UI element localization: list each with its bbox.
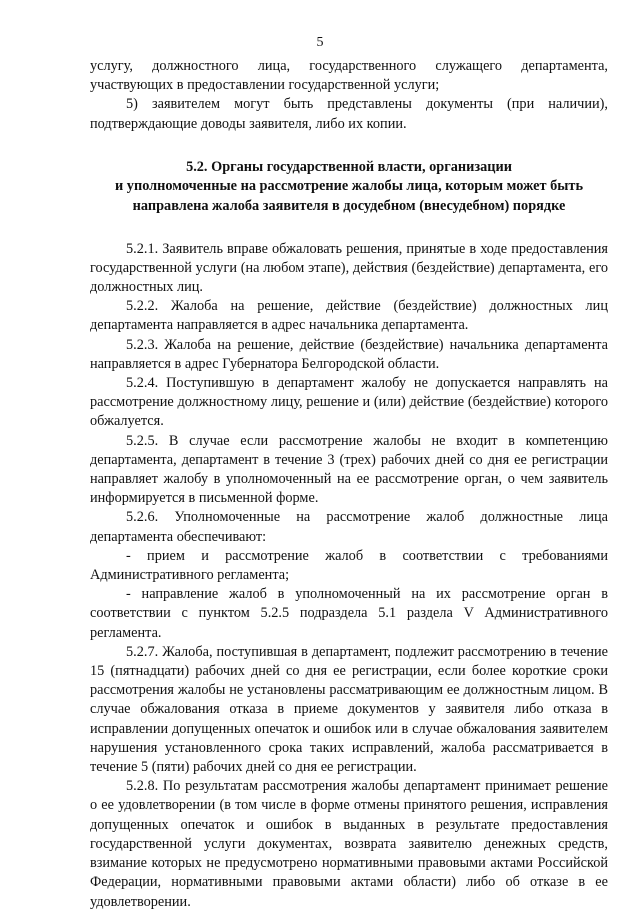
dash-item: - прием и рассмотрение жалоб в соответствии с требованиями Административного регламента; xyxy=(90,547,608,584)
list-item-5: 5) заявителем могут быть представлены документы (при наличии), подтверждающие доводы заявителя, либо их копии. xyxy=(90,96,608,132)
clause-5-2-5: 5.2.5. В случае если рассмотрение жалобы не входит в компетенцию департамента, департамент в течение 3 (трех) рабочих дней со дня ее регистрации направляет жалобу в уполномоченный на ее рассмотрение орган, о чем заявитель информируется в письменной форме. xyxy=(90,432,608,507)
clause-5-2-7: 5.2.7. Жалоба, поступившая в департамент, подлежит рассмотрению в течение 15 (пятнадцати) рабочих дней со дня ее регистрации, если более короткие сроки рассмотрения жалобы не установлены рассматривающим ее должностным лицом. В случае обжалования отказа в приеме документов у заявителя либо отказа в исправлении допущенных опечаток и ошибок или в случае обжалования заявителем нарушения установленного срока таких исправлений, жалоба рассматривается в течение 5 (пяти) рабочих дней со дня ее регистрации. xyxy=(90,643,608,776)
continuation-paragraph: услугу, должностного лица, государственного служащего департамента, участвующих в предоставлении государственной услуги; xyxy=(90,58,608,94)
heading-line: 5.2. Органы государственной власти, организации xyxy=(186,158,512,175)
clause-5-2-6: 5.2.6. Уполномоченные на рассмотрение жалоб должностные лица департамента обеспечивают: xyxy=(90,509,608,545)
clause-5-2-8: 5.2.8. По результатам рассмотрения жалобы департамент принимает решение о ее удовлетворении (в том числе в форме отмены принятого решения, исправления допущенных опечаток и ошибок в выданных в результате предоставления государственной услуги документах, возврата заявителю денежных средств, взимание которых не предусмотрено нормативными правовыми актами Российской Федерации, нормативными правовыми актами области) либо об отказе в ее удовлетворении. xyxy=(90,778,608,910)
clause-5-2-1: 5.2.1. Заявитель вправе обжаловать решения, принятые в ходе предоставления государственной услуги (на любом этапе), действия (бездействие) департамента, его должностных лиц. xyxy=(90,240,608,295)
clause-5-2-2: 5.2.2. Жалоба на решение, действие (бездействие) должностных лиц департамента направляется в адрес начальника департамента. xyxy=(90,298,608,334)
document-body xyxy=(90,57,608,912)
page-number: 5 xyxy=(316,35,324,50)
heading-line: и уполномоченные на рассмотрение жалобы лица, которым может быть xyxy=(115,178,583,195)
dash-item: - направление жалоб в уполномоченный на их рассмотрение орган в соответствии с пунктом 5.2.5 подраздела 5.1 раздела V Административного регламента. xyxy=(90,586,608,641)
clause-5-2-4: 5.2.4. Поступившую в департамент жалобу не допускается направлять на рассмотрение должностному лицу, решение и (или) действие (бездействие) которого обжалуется. xyxy=(90,375,608,430)
section-heading-5-2 xyxy=(90,158,608,217)
heading-line: направлена жалоба заявителя в досудебном (внесудебном) порядке xyxy=(132,198,566,214)
clause-5-2-3: 5.2.3. Жалоба на решение, действие (бездействие) начальника департамента направляется в адрес Губернатора Белгородской области. xyxy=(90,336,608,372)
